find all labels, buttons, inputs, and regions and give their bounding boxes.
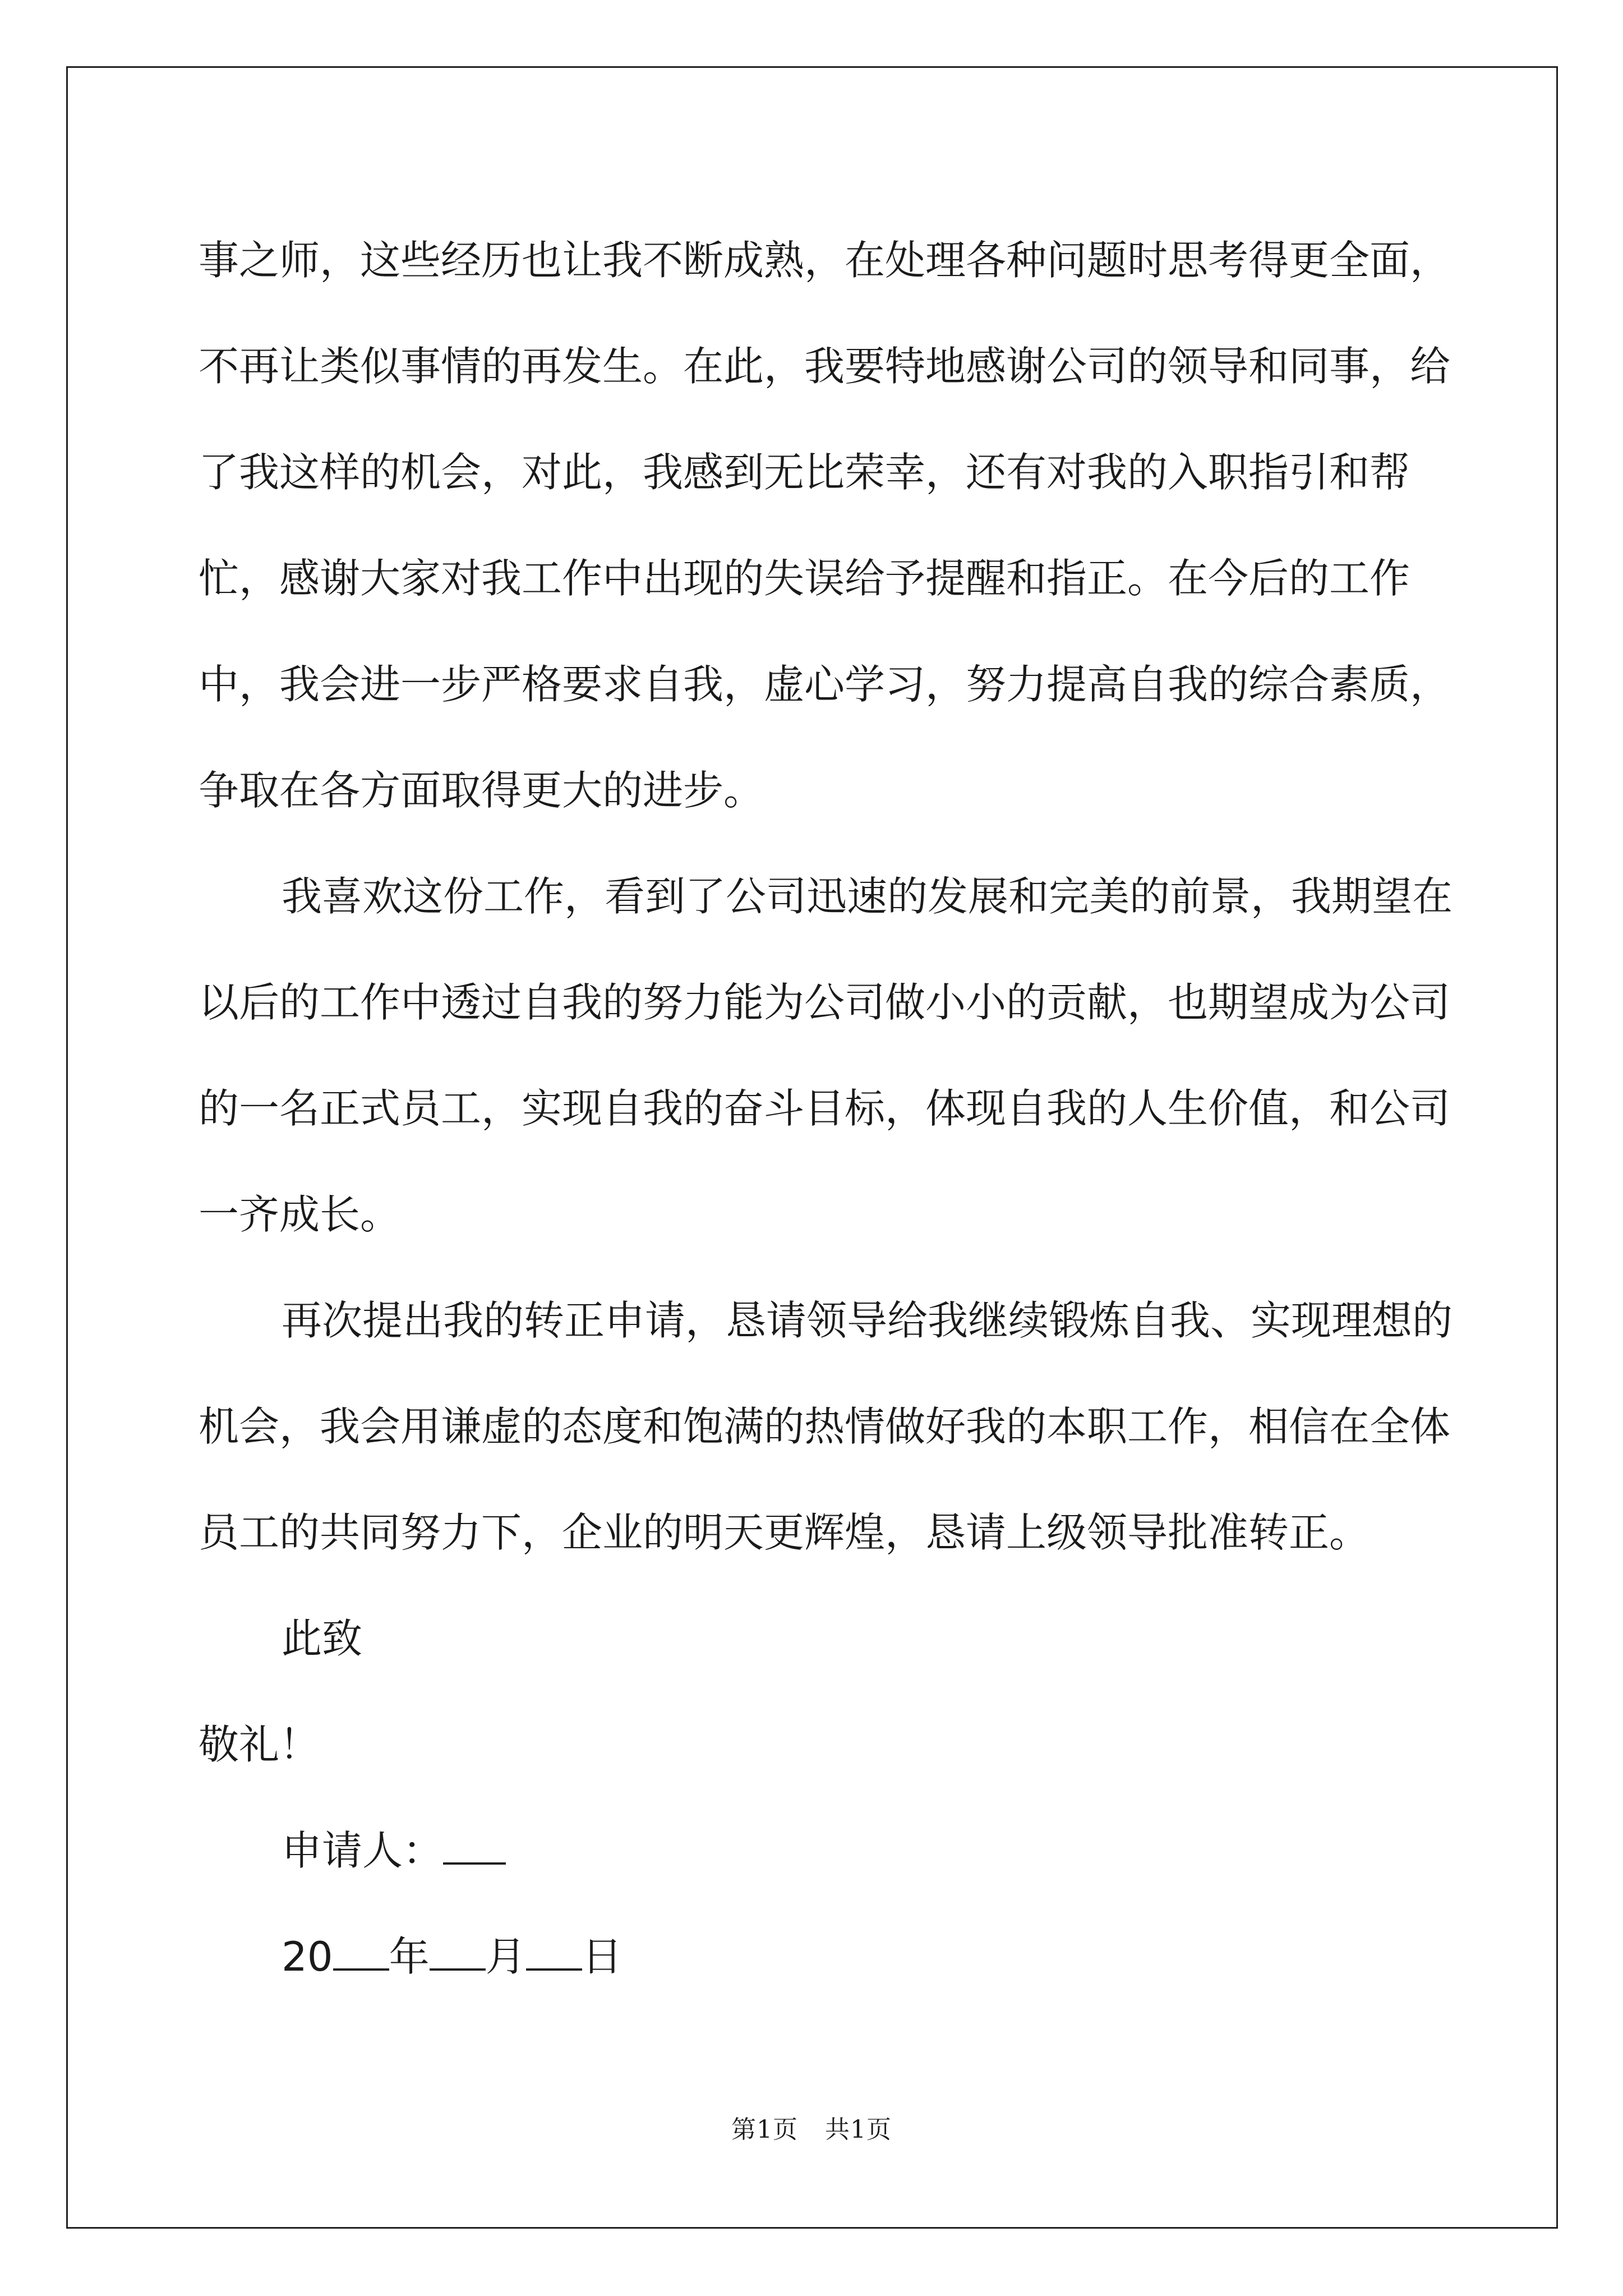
date-line xyxy=(199,1904,1466,2010)
salutation-line: 敬礼！ xyxy=(199,1721,320,1768)
applicant-blank xyxy=(443,1830,506,1865)
date-day-label: 日 xyxy=(582,1933,623,1980)
day-blank xyxy=(526,1936,582,1971)
applicant-line xyxy=(199,1798,1466,1904)
month-blank xyxy=(430,1936,486,1971)
paragraph-3: 再次提出我的转正申请，恳请领导给我继续锻炼自我、实现理想的机会，我会用谦虚的态度和饱满的热情做好我的本职工作，相信在全体员工的共同努力下，企业的明天更辉煌，恳请上级领导批准转正。 xyxy=(199,1297,1453,1556)
page-number: 第1页 xyxy=(731,2115,798,2144)
date-year-label: 年 xyxy=(389,1933,430,1980)
year-blank xyxy=(333,1936,389,1971)
date-month-label: 月 xyxy=(485,1933,526,1980)
closing-line: 此致 xyxy=(282,1615,363,1662)
letter-body xyxy=(199,208,1466,2010)
page-total: 共1页 xyxy=(825,2115,892,2144)
page-footer xyxy=(0,2109,1623,2145)
applicant-label: 申请人： xyxy=(282,1827,444,1874)
date-prefix: 20 xyxy=(282,1933,333,1980)
paragraph-2: 我喜欢这份工作，看到了公司迅速的发展和完美的前景，我期望在以后的工作中透过自我的努力能为公司做小小的贡献，也期望成为公司的一名正式员工，实现自我的奋斗目标，体现自我的人生价值，和公司一齐成长。 xyxy=(199,873,1453,1238)
paragraph-continued: 事之师，这些经历也让我不断成熟，在处理各种问题时思考得更全面，不再让类似事情的再发生。在此，我要特地感谢公司的领导和同事，给了我这样的机会，对此，我感到无比荣幸，还有对我的入职指引和帮忙，感谢大家对我工作中出现的失误给予提醒和指正。在今后的工作中，我会进一步严格要求自我，虚心学习，努力提高自我的综合素质，争取在各方面取得更大的进步。 xyxy=(199,237,1451,814)
